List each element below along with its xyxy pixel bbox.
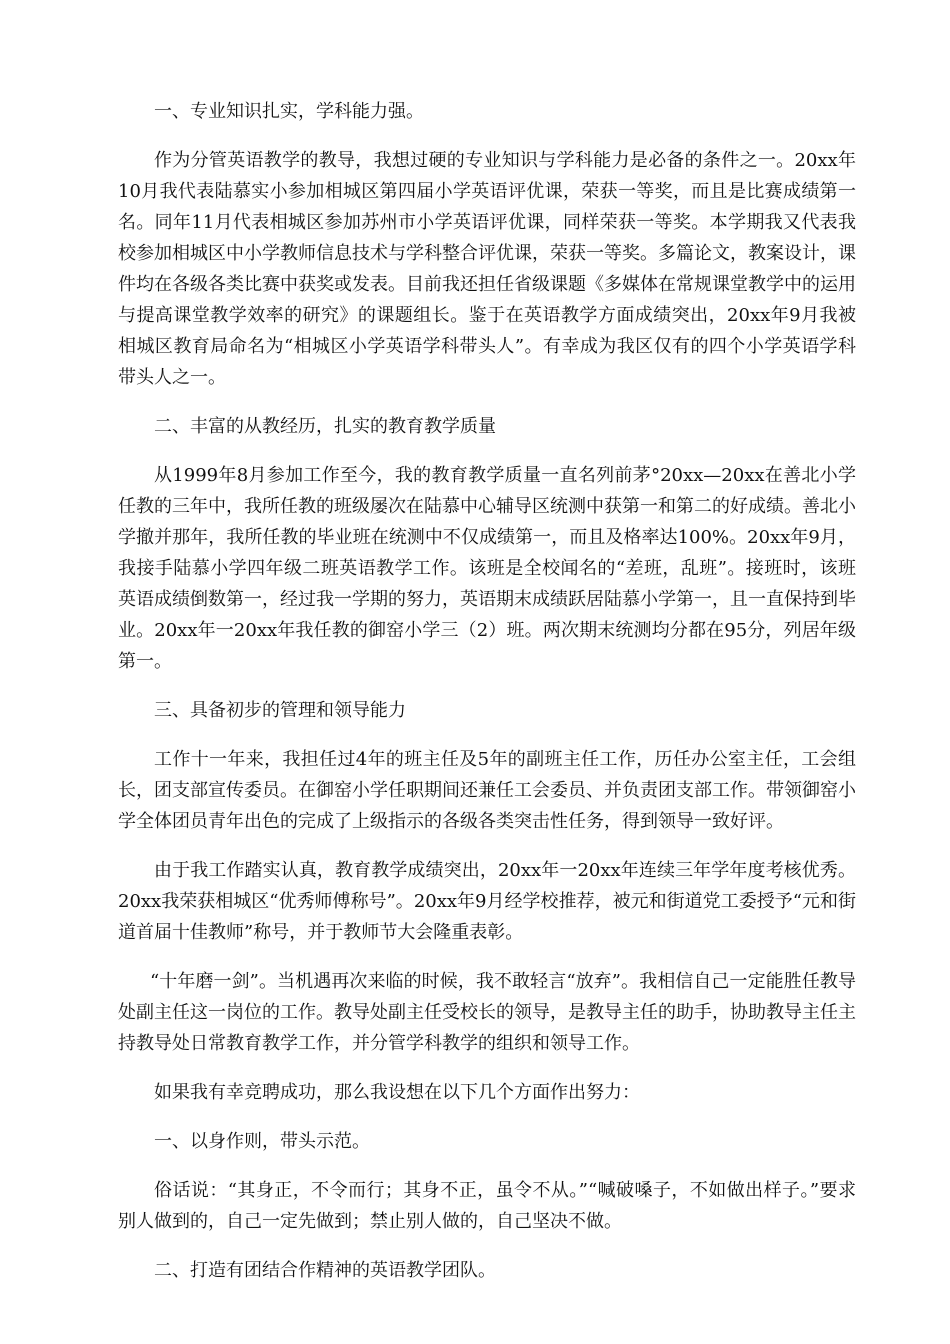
- paragraph-management-work: 工作十一年来，我担任过4年的班主任及5年的副班主任工作，历任办公室主任，工会组长，团支部宣传委员。在御窑小学任职期间还兼任工会委员、并负责团支部工作。带领御窑小学全体团员青年出色的完成了上级指示的各级各类突击性任务，得到领导一致好评。: [118, 749, 856, 832]
- heading-one: 一、专业知识扎实，学科能力强。: [154, 101, 424, 122]
- paragraph-professional-knowledge: 作为分管英语教学的教导，我想过硬的专业知识与学科能力是必备的条件之一。20xx年10月我代表陆慕实小参加相城区第四届小学英语评优课，荣获一等奖，而且是比赛成绩第一名。同年11月代表相城区参加苏州市小学英语评优课，同样荣获一等奖。本学期我又代表我校参加相城区中小学教师信息技术与学科整合评优课，荣获一等奖。多篇论文，教案设计，课件均在各级各类比赛中获奖或发表。目前我还担任省级课题《多媒体在常规课堂教学中的运用与提高课堂教学效率的研究》的课题组长。鉴于在英语教学方面成绩突出，20xx年9月我被相城区教育局命名为“相城区小学英语学科带头人”。有幸成为我区仅有的四个小学英语学科带头人之一。: [118, 150, 856, 388]
- paragraph-ten-years: “十年磨一剑”。当机遇再次来临的时候，我不敢轻言“放弃”。我相信自己一定能胜任教导处副主任这一岗位的工作。教导处副主任受校长的领导，是教导主任的助手，协助教导主任主持教导处日常教育教学工作，并分管学科教学的组织和领导工作。: [118, 971, 856, 1054]
- heading-two: 二、丰富的从教经历，扎实的教育教学质量: [154, 416, 496, 437]
- paragraph-teaching-experience: 从1999年8月参加工作至今，我的教育教学质量一直名列前茅°20xx—20xx在善北小学任教的三年中，我所任教的班级屡次在陆慕中心辅导区统测中获第一和第二的好成绩。善北小学撤并那年，我所任教的毕业班在统测中不仅成绩第一，而且及格率达100%。20xx年9月，我接手陆慕小学四年级二班英语教学工作。该班是全校闻名的“差班，乱班”。接班时，该班英语成绩倒数第一，经过我一学期的努力，英语期末成绩跃居陆慕小学第一，且一直保持到毕业。20xx年一20xx年我任教的御窑小学三（2）班。两次期末统测均分都在95分，列居年级第一。: [118, 465, 856, 672]
- plan-item-one: 一、以身作则，带头示范。: [154, 1131, 370, 1152]
- plan-item-two: 二、打造有团结合作精神的英语教学团队。: [154, 1260, 496, 1281]
- document-body: [118, 96, 856, 1304]
- heading-three: 三、具备初步的管理和领导能力: [154, 700, 406, 721]
- paragraph-honors: 由于我工作踏实认真，教育教学成绩突出，20xx年一20xx年连续三年学年度考核优秀。20xx我荣获相城区“优秀师傅称号”。20xx年9月经学校推荐，被元和街道党工委授予“元和街道首届十佳教师”称号，并于教师节大会隆重表彰。: [118, 860, 856, 943]
- paragraph-if-successful: 如果我有幸竞聘成功，那么我设想在以下几个方面作出努力：: [154, 1082, 640, 1103]
- paragraph-proverb: 俗话说：“其身正，不令而行；其身不正，虽令不从。”“喊破嗓子，不如做出样子。”要求别人做到的，自己一定先做到；禁止别人做的，自己坚决不做。: [118, 1180, 856, 1232]
